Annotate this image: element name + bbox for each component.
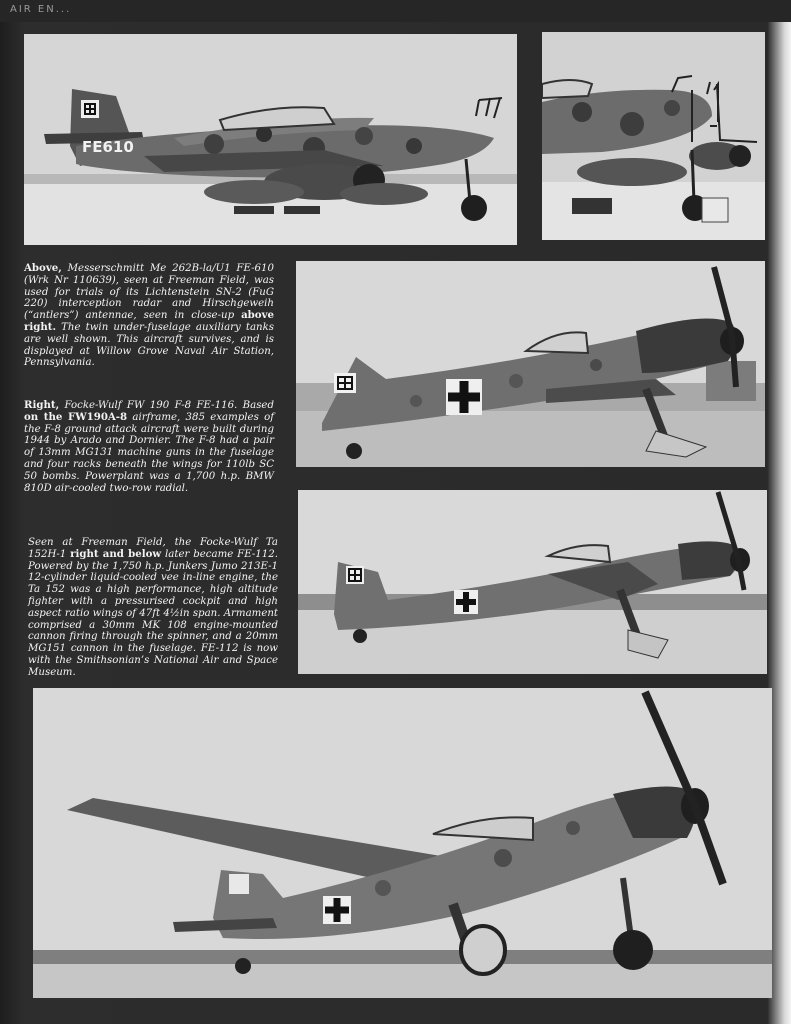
caption-ta152-ref: right and below	[70, 547, 162, 560]
photo-fw190	[296, 261, 765, 467]
caption-fw190	[24, 400, 274, 494]
caption-me262	[24, 263, 274, 369]
caption-me262-text2: The twin under-fuselage auxiliary tanks are well shown. This aircraft survives, and is displayed at Willow Grove Naval Air Station, Pennsylvania.	[24, 321, 274, 369]
caption-me262-lead: Above,	[24, 262, 62, 274]
photo-me262-closeup	[542, 32, 765, 240]
photo-ta152-large	[33, 688, 772, 998]
photo-me262-main	[24, 34, 517, 245]
caption-ta152	[28, 537, 278, 679]
ta152-large-illustration	[33, 688, 772, 998]
me262-closeup-illustration	[542, 32, 765, 240]
me262-main-illustration	[24, 34, 517, 245]
me262-tail-code: FE610	[82, 138, 134, 156]
page-header-text: AIR EN...	[10, 4, 72, 15]
caption-ta152-text1: Seen at Freeman Field, the Focke-Wulf Ta 152H-1	[28, 537, 278, 560]
caption-ta152-text2: later became FE-112. Powered by the 1,750 h.p. Junkers Jumo 213E-1 12-cylinder liquid-cooled vee in-line engine, the Ta 152 was a high performance, high altitude fighter with a pressurised cockpit and high aspect ratio wings of 47ft 4½in span. Armament comprised a 30mm MK 108 engine-mounted cannon firing through the spinner, and a 20mm MG151 cannon in the fuselage. FE-112 is now with the Smithsonian’s National Air and Space Museum.	[28, 548, 278, 678]
caption-fw190-ref: on the FW190A-8	[24, 410, 128, 423]
caption-me262-text1: Messerschmitt Me 262B-la/U1 FE-610 (Wrk Nr 110639), seen at Freeman Field, was used for trials of its Lichtenstein SN-2 (FuG 220) interception radar and Hirschgeweih (“antlers”) antennae, seen in close-up	[24, 263, 274, 322]
fw190-illustration	[296, 261, 765, 467]
page-header-strip	[0, 0, 791, 22]
caption-me262-ref: above right.	[24, 309, 274, 333]
caption-fw190-text2: airframe, 385 examples of the F-8 ground attack aircraft were built during 1944 by Arado and Dornier. The F-8 had a pair of 13mm MG131 machine guns in the fuselage and four racks beneath the wings for 110lb SC 50 bombs. Powerplant was a 1,700 h.p. BMW 810D air-cooled two-row radial.	[24, 411, 274, 494]
caption-fw190-text1: Focke-Wulf FW 190 F-8 FE-116. Based	[59, 400, 274, 411]
photo-ta152-side	[298, 490, 767, 674]
caption-fw190-lead: Right,	[24, 399, 60, 411]
ta152-side-illustration	[298, 490, 767, 674]
